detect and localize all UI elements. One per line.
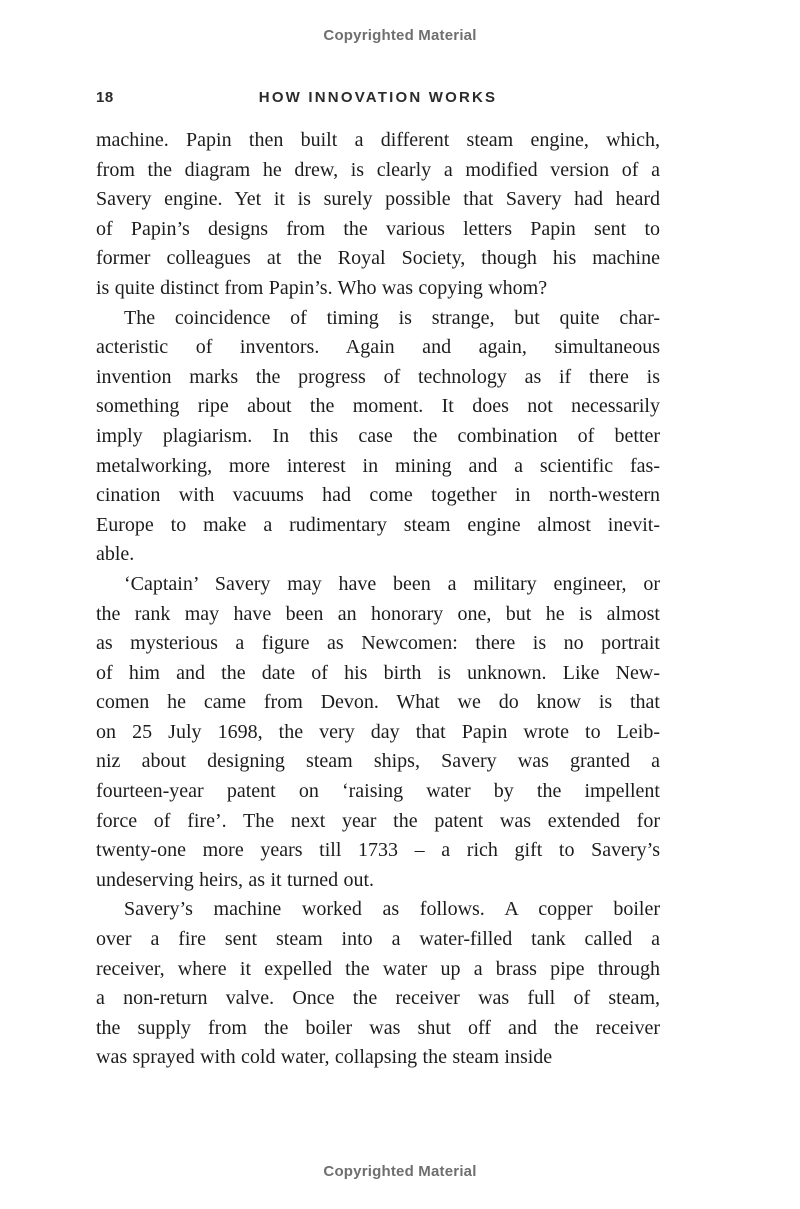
text-line: over a fire sent steam into a water-filled tank called a xyxy=(96,928,660,951)
text-line: force of fire’. The next year the patent was extended for xyxy=(96,809,660,832)
text-line: as mysterious a figure as Newcomen: there is no portrait xyxy=(96,632,660,655)
text-line: was sprayed with cold water, collapsing the steam inside xyxy=(96,1046,553,1069)
text-line: a non-return valve. Once the receiver was full of steam, xyxy=(96,987,660,1010)
text-line: imply plagiarism. In this case the combination of better xyxy=(96,424,660,447)
text-line: cination with vacuums had come together in north-western xyxy=(96,484,660,507)
running-title: HOW INNOVATION WORKS xyxy=(258,89,498,106)
text-line: undeserving heirs, as it turned out. xyxy=(96,868,375,891)
page-number: 18 xyxy=(96,89,114,106)
text-line: former colleagues at the Royal Society, though his machine xyxy=(96,247,660,270)
text-line: Savery engine. Yet it is surely possible that Savery had heard xyxy=(96,188,660,211)
text-line: niz about designing steam ships, Savery was granted a xyxy=(96,750,660,773)
paragraph xyxy=(96,304,660,570)
page-header xyxy=(96,89,660,109)
paragraph xyxy=(96,570,660,896)
text-line: machine. Papin then built a different steam engine, which, xyxy=(96,129,660,151)
text-line: acteristic of inventors. Again and again, simultaneous xyxy=(96,336,660,359)
text-line: Savery’s machine worked as follows. A copper boiler xyxy=(124,898,660,921)
paragraph xyxy=(96,126,660,304)
paragraph xyxy=(96,895,660,1073)
text-line: the rank may have been an honorary one, but he is almost xyxy=(96,602,660,625)
text-line: fourteen-year patent on ‘raising water by the impellent xyxy=(96,780,660,803)
text-line: on 25 July 1698, the very day that Papin wrote to Leib- xyxy=(96,720,660,743)
text-line: ‘Captain’ Savery may have been a military engineer, or xyxy=(124,572,660,595)
text-line: something ripe about the moment. It does not necessarily xyxy=(96,395,660,418)
text-line: comen he came from Devon. What we do know is that xyxy=(96,691,660,714)
text-line: receiver, where it expelled the water up a brass pipe through xyxy=(96,957,660,980)
body-text xyxy=(96,126,660,1073)
text-line: is quite distinct from Papin’s. Who was copying whom? xyxy=(96,276,548,299)
text-line: the supply from the boiler was shut off and the receiver xyxy=(96,1016,660,1039)
text-line: metalworking, more interest in mining and a scientific fas- xyxy=(96,454,660,477)
text-line: Europe to make a rudimentary steam engine almost inevit- xyxy=(96,513,660,536)
copyright-notice-top: Copyrighted Material xyxy=(323,27,477,44)
text-line: able. xyxy=(96,543,135,566)
text-line: of Papin’s designs from the various letters Papin sent to xyxy=(96,217,660,240)
text-line: twenty-one more years till 1733 – a rich gift to Savery’s xyxy=(96,839,660,862)
copyright-notice-bottom: Copyrighted Material xyxy=(323,1163,477,1180)
text-line: The coincidence of timing is strange, but quite char- xyxy=(124,306,660,329)
text-line: invention marks the progress of technology as if there is xyxy=(96,365,660,388)
text-line: of him and the date of his birth is unknown. Like New- xyxy=(96,661,660,684)
text-line: from the diagram he drew, is clearly a modified version of a xyxy=(96,158,660,181)
